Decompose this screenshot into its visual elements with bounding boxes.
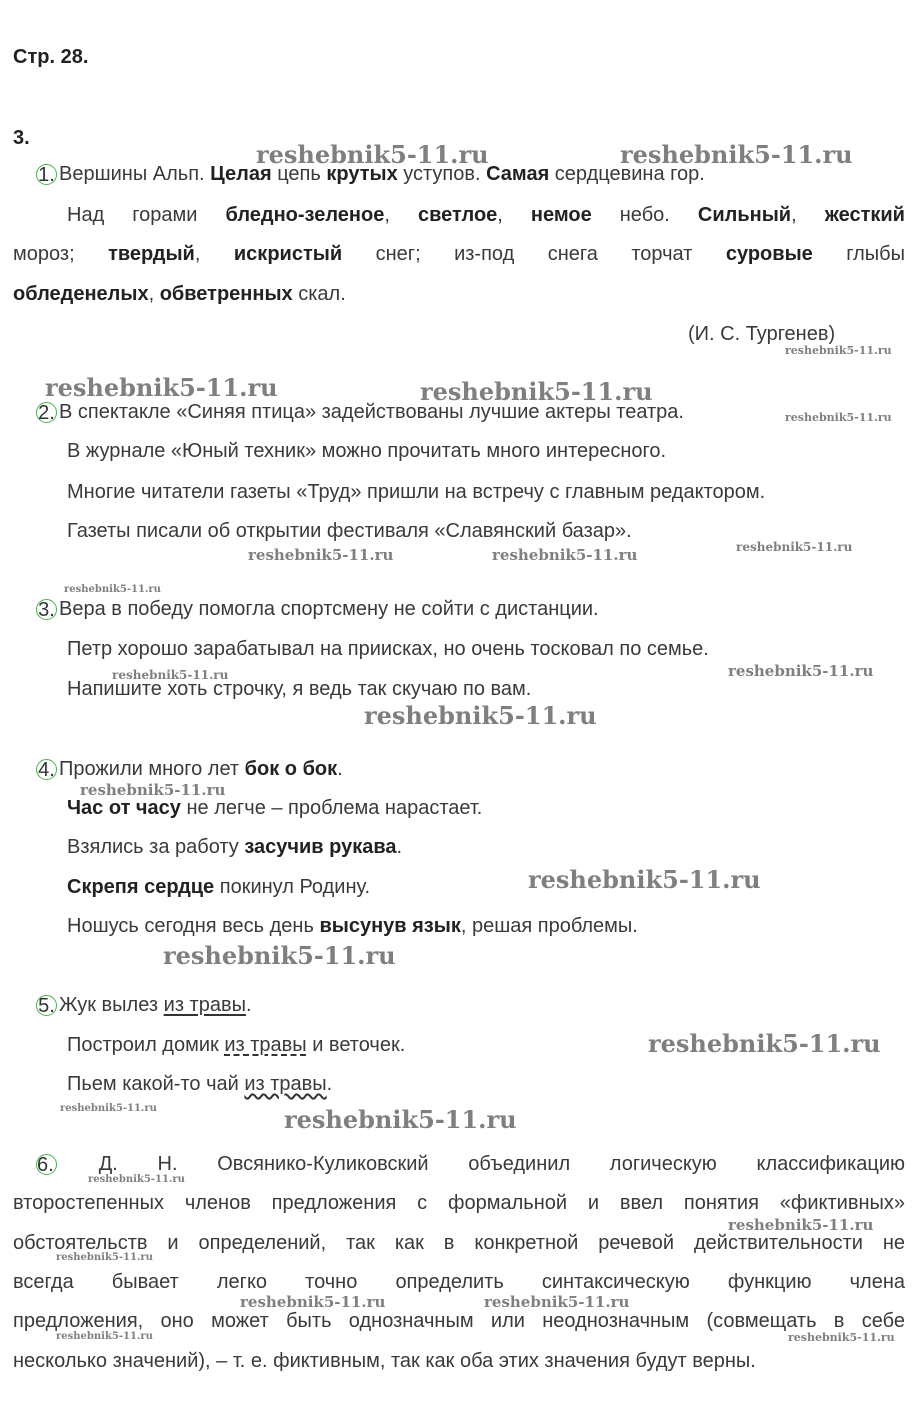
watermark: reshebnik5-11.ru bbox=[736, 540, 853, 554]
page-label: Стр. 28. bbox=[13, 46, 89, 68]
bold-term: искристый bbox=[233, 243, 343, 265]
section-3-number: 3. bbox=[36, 599, 57, 620]
watermark: reshebnik5-11.ru bbox=[80, 781, 226, 799]
section-3-line-3: Напишите хоть строчку, я ведь так скучаю по вам. bbox=[67, 678, 532, 700]
section-4-line-4 bbox=[67, 875, 370, 899]
section-5-line-3 bbox=[67, 1072, 332, 1096]
section-4-number: 4. bbox=[36, 759, 57, 780]
text-run: сердцевина гор. bbox=[549, 163, 705, 185]
section-2-number: 2. bbox=[36, 402, 57, 423]
watermark: reshebnik5-11.ru bbox=[728, 662, 874, 680]
section-5-text: Жук вылез bbox=[59, 994, 164, 1016]
section-2-line-4: Газеты писали об открытии фестиваля «Славянский базар». bbox=[67, 520, 632, 542]
bold-term: Сильный bbox=[697, 204, 792, 226]
watermark: reshebnik5-11.ru bbox=[248, 546, 394, 564]
section-2-line-1 bbox=[36, 400, 684, 424]
text-run: скал. bbox=[292, 283, 346, 305]
text-run: мороз; bbox=[13, 243, 109, 265]
section-2-line-3: Многие читатели газеты «Труд» пришли на встречу с главным редактором. bbox=[67, 481, 766, 503]
bold-term: суровые bbox=[725, 243, 813, 265]
bold-term: Час от часу bbox=[67, 797, 181, 819]
section-6-line-4: всегда бывает легко точно определить синтаксическую функцию члена bbox=[13, 1271, 905, 1293]
wavy-underlined-phrase: из травы bbox=[244, 1073, 327, 1095]
text-run: Вершины Альп. bbox=[59, 163, 211, 185]
section-5-line-3-text: Пьем какой-то чай bbox=[67, 1073, 245, 1095]
watermark: reshebnik5-11.ru bbox=[785, 344, 892, 357]
bold-term: жесткий bbox=[824, 204, 905, 226]
watermark: reshebnik5-11.ru bbox=[284, 1105, 517, 1134]
watermark: reshebnik5-11.ru bbox=[364, 701, 597, 730]
section-1-author: (И. С. Тургенев) bbox=[688, 323, 836, 345]
bold-term: твердый bbox=[108, 243, 195, 265]
watermark: reshebnik5-11.ru bbox=[788, 1331, 895, 1344]
watermark: reshebnik5-11.ru bbox=[60, 1103, 157, 1114]
watermark: reshebnik5-11.ru bbox=[492, 546, 638, 564]
section-5-line-3-end: . bbox=[326, 1073, 333, 1095]
section-2-text: В спектакле «Синяя птица» задействованы лучшие актеры театра. bbox=[59, 401, 684, 423]
text-run: не легче – проблема нарастает. bbox=[180, 797, 483, 819]
section-6-line-5: предложения, оно может быть однозначным или неоднозначным (совмещать в себе bbox=[13, 1310, 905, 1332]
section-6-line-3: обстоятельств и определений, так как в конкретной речевой действительности не bbox=[13, 1232, 905, 1254]
watermark: reshebnik5-11.ru bbox=[45, 373, 278, 402]
bold-term: Целая bbox=[210, 163, 272, 185]
bold-term: засучив рукава bbox=[244, 836, 397, 858]
section-5-text-end: . bbox=[245, 994, 252, 1016]
section-5-line-2-text: Построил домик bbox=[67, 1034, 225, 1056]
bold-term: обветренных bbox=[159, 283, 293, 305]
section-5-line-1 bbox=[36, 993, 252, 1017]
text-run: . bbox=[396, 836, 403, 858]
text-run: Ношусь сегодня весь день bbox=[67, 915, 320, 937]
section-4-line-5 bbox=[67, 914, 638, 938]
text-run: . bbox=[337, 758, 343, 780]
watermark: reshebnik5-11.ru bbox=[56, 1252, 153, 1263]
section-2-line-2: В журнале «Юный техник» можно прочитать много интересного. bbox=[67, 440, 667, 462]
watermark: reshebnik5-11.ru bbox=[728, 1216, 874, 1234]
text-run: глыбы bbox=[812, 243, 905, 265]
text-run: покинул Родину. bbox=[214, 876, 371, 898]
watermark: reshebnik5-11.ru bbox=[256, 140, 489, 169]
text-run: , bbox=[791, 204, 825, 226]
task-number: 3. bbox=[13, 127, 30, 149]
text-run: Над горами bbox=[67, 204, 226, 226]
watermark: reshebnik5-11.ru bbox=[528, 865, 761, 894]
section-6-line-6: несколько значений), – т. е. фиктивным, так как оба этих значения будут верны. bbox=[13, 1350, 756, 1372]
text-run: Взялись за работу bbox=[67, 836, 245, 858]
bold-term: Самая bbox=[486, 163, 550, 185]
section-1-line-1 bbox=[36, 162, 705, 186]
section-1-number: 1. bbox=[36, 164, 57, 185]
section-1-line-3 bbox=[13, 242, 905, 266]
section-4-line-2 bbox=[67, 796, 482, 820]
text-run: , bbox=[384, 204, 418, 226]
section-6-number: 6. bbox=[36, 1154, 57, 1175]
section-3-text: Вера в победу помогла спортсмену не сойти с дистанции. bbox=[59, 598, 599, 620]
watermark: reshebnik5-11.ru bbox=[112, 668, 229, 682]
section-6-line-2: второстепенных членов предложения с формальной и ввел понятия «фиктивных» bbox=[13, 1192, 905, 1214]
watermark: reshebnik5-11.ru bbox=[420, 377, 653, 406]
section-4-line-1 bbox=[36, 757, 343, 781]
section-5-number: 5. bbox=[36, 995, 57, 1016]
bold-term: Скрепя сердце bbox=[67, 876, 215, 898]
watermark: reshebnik5-11.ru bbox=[163, 941, 396, 970]
dashed-underlined-phrase: из травы bbox=[224, 1034, 307, 1056]
section-1-text bbox=[59, 163, 705, 185]
watermark: reshebnik5-11.ru bbox=[64, 584, 161, 595]
text-run: Прожили много лет bbox=[59, 758, 245, 780]
section-5-line-2-end: и веточек. bbox=[306, 1034, 406, 1056]
text-run: , bbox=[194, 243, 234, 265]
watermark: reshebnik5-11.ru bbox=[785, 411, 892, 424]
text-run: снег; из-под снега торчат bbox=[342, 243, 726, 265]
underlined-phrase: из травы bbox=[163, 994, 246, 1016]
section-1-line-4 bbox=[13, 282, 346, 306]
bold-term: бок о бок bbox=[244, 758, 338, 780]
section-6-text: Д. Н. Овсянико-Куликовский объединил логическую классификацию bbox=[98, 1153, 906, 1175]
bold-term: крутых bbox=[326, 163, 398, 185]
text-run: небо. bbox=[591, 204, 698, 226]
section-3-line-2: Петр хорошо зарабатывал на приисках, но очень тосковал по семье. bbox=[67, 638, 709, 660]
section-1-line-2 bbox=[67, 203, 905, 227]
text-run: , bbox=[148, 283, 160, 305]
bold-term: немое bbox=[530, 204, 592, 226]
text-run: цепь bbox=[271, 163, 327, 185]
watermark: reshebnik5-11.ru bbox=[56, 1331, 153, 1342]
text-run: уступов. bbox=[397, 163, 487, 185]
bold-term: бледно-зеленое bbox=[225, 204, 385, 226]
bold-term: светлое bbox=[417, 204, 498, 226]
watermark: reshebnik5-11.ru bbox=[484, 1293, 630, 1311]
section-4-text bbox=[59, 758, 343, 780]
section-3-line-1 bbox=[36, 597, 599, 621]
watermark: reshebnik5-11.ru bbox=[620, 140, 853, 169]
watermark: reshebnik5-11.ru bbox=[648, 1029, 881, 1058]
section-5-line-2 bbox=[67, 1033, 405, 1057]
bold-term: обледенелых bbox=[13, 283, 149, 305]
bold-term: высунув язык bbox=[319, 915, 461, 937]
section-4-line-3 bbox=[67, 835, 402, 859]
section-6-line-1 bbox=[36, 1152, 905, 1176]
text-run: , bbox=[497, 204, 531, 226]
watermark: reshebnik5-11.ru bbox=[240, 1293, 386, 1311]
watermark: reshebnik5-11.ru bbox=[88, 1174, 185, 1185]
text-run: , решая проблемы. bbox=[460, 915, 638, 937]
